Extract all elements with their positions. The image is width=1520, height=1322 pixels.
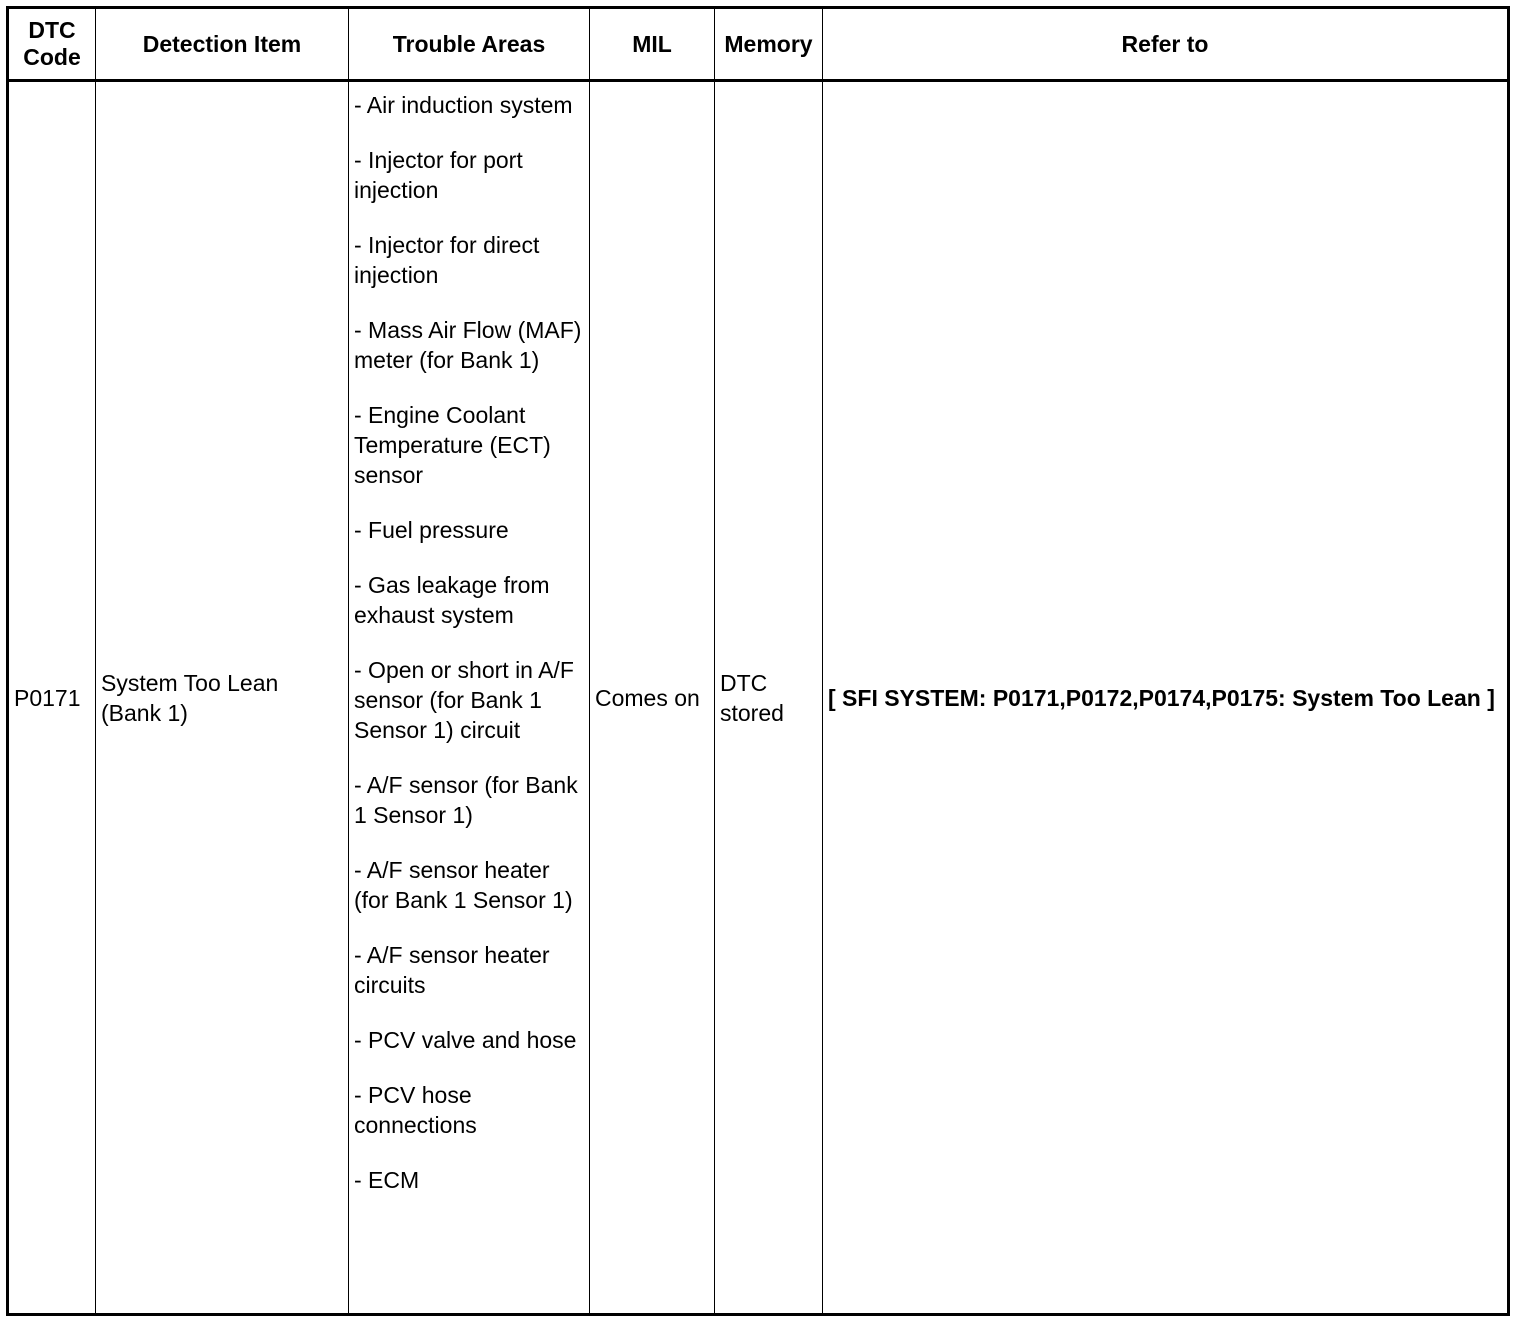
- trouble-areas-list: [354, 90, 584, 1195]
- trouble-area-item: - ECM: [354, 1167, 420, 1193]
- trouble-area-item: - PCV valve and hose: [354, 1027, 577, 1053]
- header-detection-item: Detection Item: [96, 8, 349, 81]
- trouble-area-item: - Injector for port injection: [354, 147, 523, 203]
- header-trouble-areas: Trouble Areas: [349, 8, 590, 81]
- table-row: [8, 81, 1509, 1315]
- trouble-area-item: - Open or short in A/F sensor (for Bank 1 Sensor 1) circuit: [354, 657, 574, 743]
- trouble-area-item: - Fuel pressure: [354, 517, 509, 543]
- trouble-area-item: - PCV hose connections: [354, 1082, 477, 1138]
- trouble-area-item: - Injector for direct injection: [354, 232, 540, 288]
- dtc-table: [6, 6, 1510, 1316]
- header-refer-to: Refer to: [823, 8, 1509, 81]
- trouble-area-item: - Air induction system: [354, 92, 573, 118]
- memory-cell: DTC stored: [715, 81, 823, 1315]
- detection-item-cell: System Too Lean (Bank 1): [96, 81, 349, 1315]
- trouble-area-item: - A/F sensor (for Bank 1 Sensor 1): [354, 772, 578, 828]
- refer-to-link[interactable]: [ SFI SYSTEM: P0171,P0172,P0174,P0175: System Too Lean ]: [823, 81, 1509, 1315]
- table-header-row: [8, 8, 1509, 81]
- header-memory: Memory: [715, 8, 823, 81]
- trouble-area-item: - Engine Coolant Temperature (ECT) sensor: [354, 402, 551, 488]
- dtc-code-cell: P0171: [8, 81, 96, 1315]
- header-mil: MIL: [590, 8, 715, 81]
- mil-cell: Comes on: [590, 81, 715, 1315]
- header-dtc-code: DTC Code: [8, 8, 96, 81]
- trouble-area-item: - A/F sensor heater (for Bank 1 Sensor 1): [354, 857, 573, 913]
- trouble-area-item: - Gas leakage from exhaust system: [354, 572, 550, 628]
- trouble-area-item: - Mass Air Flow (MAF) meter (for Bank 1): [354, 317, 582, 373]
- trouble-area-item: - A/F sensor heater circuits: [354, 942, 550, 998]
- trouble-areas-cell: [349, 81, 590, 1315]
